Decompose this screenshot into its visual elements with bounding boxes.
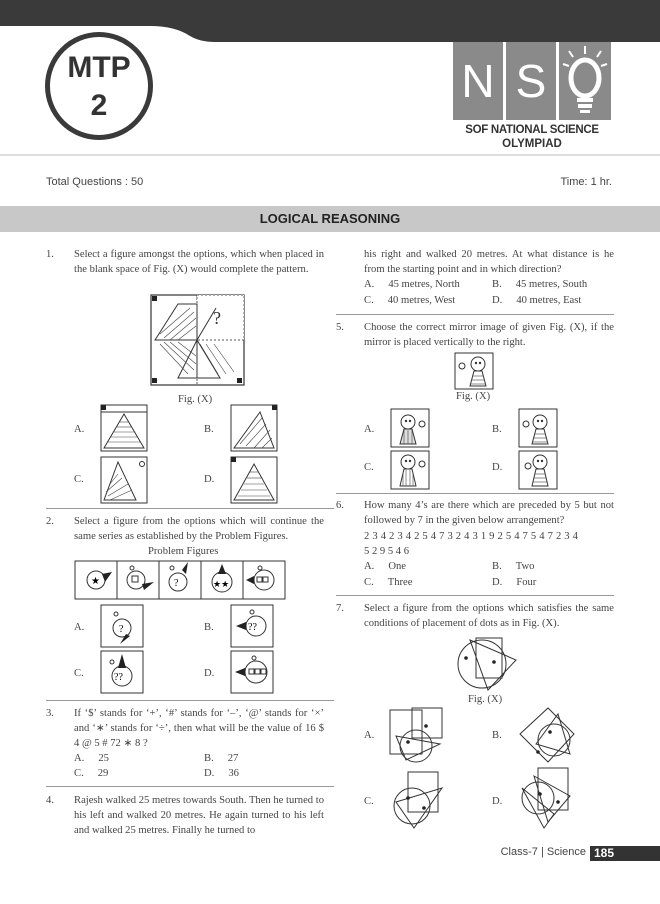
footer-bar xyxy=(0,846,660,860)
option-value: Three xyxy=(387,577,413,588)
q7-option-b-figure[interactable] xyxy=(514,704,578,766)
q5-option-c-figure[interactable] xyxy=(390,450,430,490)
q4-option-b[interactable] xyxy=(492,279,587,290)
question-text: Select a figure from the options which satisfies the same conditions of placement of dots as in Fig. (X). xyxy=(364,603,614,629)
question-number: 2. xyxy=(46,516,54,527)
svg-text:?: ? xyxy=(174,578,179,589)
divider xyxy=(336,314,614,315)
option-letter: A. xyxy=(364,279,375,290)
q2-problem-figures xyxy=(74,560,286,600)
option-value: One xyxy=(388,561,406,572)
q6-option-b[interactable] xyxy=(492,561,534,572)
svg-text:★: ★ xyxy=(91,576,100,587)
option-letter: B. xyxy=(492,561,502,572)
divider xyxy=(336,595,614,596)
divider xyxy=(46,786,334,787)
option-letter: B. xyxy=(204,753,214,764)
q2-option-a-label[interactable]: A. xyxy=(74,622,85,633)
q3-option-d[interactable] xyxy=(204,768,239,779)
question-text: Select a figure from the options which will continue the same series as established by the Problem Figures. xyxy=(74,516,324,542)
q1-option-a-label[interactable]: A. xyxy=(74,424,85,435)
total-questions: Total Questions : 50 xyxy=(46,176,144,188)
q1-option-b-label[interactable]: B. xyxy=(204,424,214,435)
q6-option-a[interactable] xyxy=(364,561,406,572)
option-letter: C. xyxy=(364,295,374,306)
option-value: 45 metres, South xyxy=(515,279,588,290)
logo-letter-n: N xyxy=(453,42,503,120)
q1-option-a-figure[interactable] xyxy=(100,404,148,452)
q7-option-a-label[interactable]: A. xyxy=(364,730,375,741)
logo-caption-2: OLYMPIAD xyxy=(502,138,562,150)
q5-fig-caption: Fig. (X) xyxy=(456,391,491,402)
logo-caption-1: SOF NATIONAL SCIENCE xyxy=(465,124,599,136)
q3-option-c[interactable] xyxy=(74,768,108,779)
q7-option-d-label[interactable]: D. xyxy=(492,796,503,807)
svg-text:★★: ★★ xyxy=(213,579,230,589)
q4-option-d[interactable] xyxy=(492,295,581,306)
q5-fig-x xyxy=(454,352,494,390)
option-letter: B. xyxy=(492,279,502,290)
badge-line1: MTP xyxy=(67,51,131,84)
mtp-badge xyxy=(45,32,153,140)
badge-line2: 2 xyxy=(90,89,108,122)
q7-option-c-figure[interactable] xyxy=(386,768,448,830)
divider xyxy=(336,493,614,494)
footer-class-label: Class-7 | Science xyxy=(500,846,586,858)
question-4-continued: his right and walked 20 metres. At what distance is he from the starting point and in which direction? xyxy=(364,249,614,275)
option-letter: C. xyxy=(364,577,374,588)
q3-option-a[interactable] xyxy=(74,753,109,764)
q5-option-a-label[interactable]: A. xyxy=(364,424,375,435)
logo-letter-s: S xyxy=(506,42,556,120)
q1-question-mark: ? xyxy=(213,308,221,328)
option-letter: A. xyxy=(74,753,85,764)
q7-option-c-label[interactable]: C. xyxy=(364,796,374,807)
q7-option-a-figure[interactable] xyxy=(386,706,446,764)
q1-option-b-figure[interactable] xyxy=(230,404,278,452)
q6-option-c[interactable] xyxy=(364,577,412,588)
q4-option-c[interactable] xyxy=(364,295,455,306)
question-text: Rajesh walked 25 metres towards South. Then he turned to his left and walked 20 metres. He again turned to his left and walked 25 metres. Finally he turned to xyxy=(74,795,324,836)
nso-logo xyxy=(452,42,612,154)
logo-letter-o-bulb xyxy=(559,42,611,120)
option-value: 36 xyxy=(228,768,239,779)
q1-option-c-label[interactable]: C. xyxy=(74,474,84,485)
q1-fig-x xyxy=(150,294,246,388)
q7-fig-x xyxy=(452,632,522,692)
option-value: 29 xyxy=(97,768,109,779)
svg-text:??: ?? xyxy=(248,622,257,633)
option-letter: A. xyxy=(364,561,375,572)
q6-sequence-line1: 2 3 4 2 3 4 2 5 4 7 3 2 4 3 1 9 2 5 4 7 5 4 7 2 3 4 xyxy=(364,531,579,542)
option-letter: D. xyxy=(204,768,215,779)
question-text: How many 4’s are there which are preceded by 5 but not followed by 7 in the given below arrangement? xyxy=(364,500,614,526)
option-value: 40 metres, East xyxy=(516,295,582,306)
q5-option-a-figure[interactable] xyxy=(390,408,430,448)
q5-option-b-figure[interactable] xyxy=(518,408,558,448)
option-value: Two xyxy=(515,561,535,572)
q2-option-c-label[interactable]: C. xyxy=(74,668,84,679)
q2-option-b-label[interactable]: B. xyxy=(204,622,214,633)
time-limit: Time: 1 hr. xyxy=(560,176,612,188)
q5-option-b-label[interactable]: B. xyxy=(492,424,502,435)
q2-option-d-label[interactable]: D. xyxy=(204,668,215,679)
question-number: 3. xyxy=(46,708,54,719)
svg-text:??: ?? xyxy=(114,672,123,683)
q1-option-d-figure[interactable] xyxy=(230,456,278,504)
q5-option-d-figure[interactable] xyxy=(518,450,558,490)
q7-option-d-figure[interactable] xyxy=(514,766,578,832)
q3-option-b[interactable] xyxy=(204,753,238,764)
option-letter: D. xyxy=(492,577,503,588)
option-letter: D. xyxy=(492,295,503,306)
divider xyxy=(46,508,334,509)
q4-option-a[interactable] xyxy=(364,279,460,290)
q6-option-d[interactable] xyxy=(492,577,536,588)
section-bar xyxy=(0,206,660,232)
question-number: 6. xyxy=(336,500,344,511)
q6-sequence-line2: 5 2 9 5 4 6 xyxy=(364,546,410,557)
q1-option-d-label[interactable]: D. xyxy=(204,474,215,485)
section-title: LOGICAL REASONING xyxy=(259,211,401,226)
q7-option-b-label[interactable]: B. xyxy=(492,730,502,741)
question-text: Choose the correct mirror image of given Fig. (X), if the mirror is placed vertically to the right. xyxy=(364,322,614,348)
option-letter: C. xyxy=(74,768,84,779)
q2-option-b-figure[interactable] xyxy=(230,604,274,648)
question-text: If ‘$’ stands for ‘+’, ‘#’ stands for ‘–’, ‘@’ stands for ‘×’ and ‘∗’ stands for ‘÷’, then what will be the value of 16 $ 4 @ 5 # 72 ∗ 8 ? xyxy=(74,708,324,749)
question-number: 1. xyxy=(46,249,54,260)
bulb-icon xyxy=(559,42,611,120)
option-value: 27 xyxy=(227,753,239,764)
question-number: 5. xyxy=(336,322,344,333)
q2-option-c-figure[interactable] xyxy=(100,650,144,694)
option-value: Four xyxy=(516,577,537,588)
q7-fig-caption: Fig. (X) xyxy=(468,694,503,705)
q2-option-d-figure[interactable] xyxy=(230,650,274,694)
q1-option-c-figure[interactable] xyxy=(100,456,148,504)
q1-fig-caption: Fig. (X) xyxy=(178,394,213,405)
divider xyxy=(46,700,334,701)
q2-option-a-figure[interactable] xyxy=(100,604,144,648)
question-number: 7. xyxy=(336,603,344,614)
question-number: 4. xyxy=(46,795,54,806)
q5-option-d-label[interactable]: D. xyxy=(492,462,503,473)
option-value: 25 xyxy=(98,753,109,764)
option-value: 40 metres, West xyxy=(387,295,456,306)
problem-figures-label: Problem Figures xyxy=(148,546,219,557)
page-number: 185 xyxy=(590,846,660,861)
option-value: 45 metres, North xyxy=(388,279,460,290)
svg-text:?: ? xyxy=(119,624,124,635)
question-text: Select a figure amongst the options, which when placed in the blank space of Fig. (X) would complete the pattern. xyxy=(74,249,324,275)
q5-option-c-label[interactable]: C. xyxy=(364,462,374,473)
